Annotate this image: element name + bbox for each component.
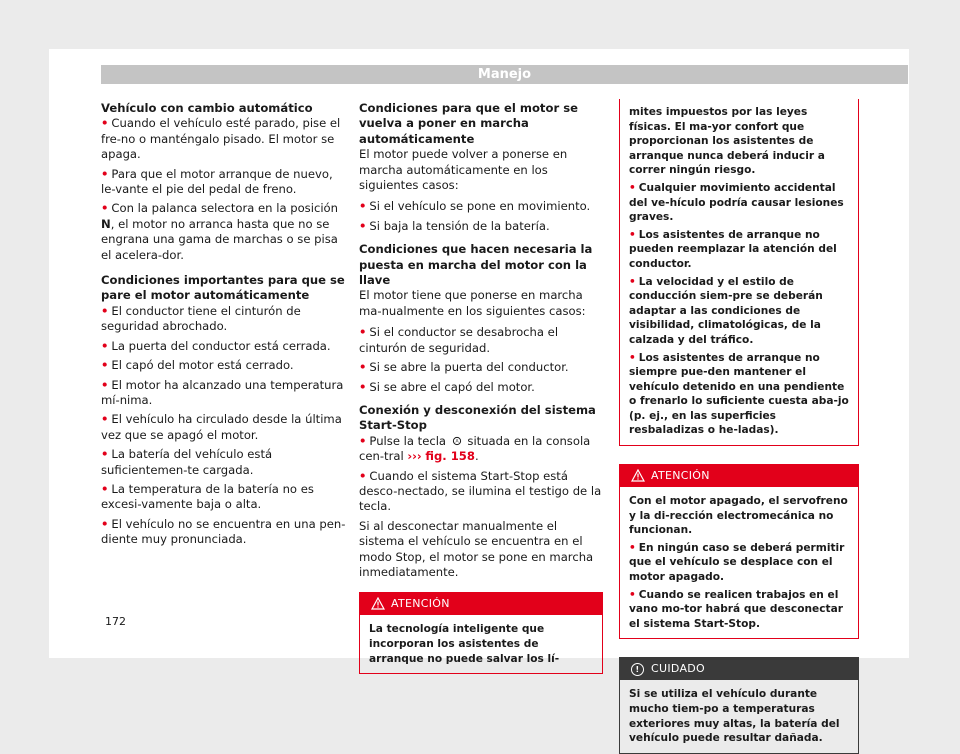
warning-triangle-icon [631, 469, 645, 482]
heading-restart-conditions: Condiciones para que el motor se vuelva a poner en marcha automáticamente [359, 101, 578, 146]
bullet-icon: • [359, 468, 367, 483]
paragraph: Si al desconectar manualmente el sistema el vehículo se encuentra en el modo Stop, el motor se pone en marcha inmediatamente. [359, 518, 594, 579]
warning-text: Con el motor apagado, el servofreno y la di-rección electromecánica no funcionan. [629, 495, 848, 537]
list-item: • El motor ha alcanzado una temperatura mí-nima. [101, 377, 344, 407]
warning-title: ATENCIÓN [651, 469, 710, 483]
warning-text: mites impuestos por las leyes físicas. El ma-yor confort que proporcionan los asistentes de arranque nunca deberá inducir a correr ningún riesgo. [629, 106, 825, 177]
bullet-icon: • [629, 228, 636, 241]
caution-box [619, 657, 859, 753]
bullet-icon: • [629, 351, 636, 364]
bullet-icon: • [359, 360, 367, 375]
warning-box [359, 592, 603, 674]
bullet-icon: • [101, 358, 109, 373]
heading-key-start: Condiciones que hacen necesaria la puesta en marcha del motor con la llave [359, 242, 593, 288]
list-item: • Si baja la tensión de la batería. [359, 218, 550, 233]
warning-title: ATENCIÓN [391, 597, 450, 611]
bullet-icon: • [359, 325, 367, 340]
list-item: • Cuando el vehículo esté parado, pise el fre-no o manténgalo pisado. El motor se apaga. [101, 116, 341, 162]
column-middle [359, 101, 603, 674]
bullet-icon: • [359, 199, 367, 214]
svg-text:A: A [455, 439, 459, 445]
caution-text: Si se utiliza el vehículo durante mucho tiem-po a temperaturas exteriores muy altas, la batería del vehículo puede resultar dañada. [629, 688, 840, 745]
bullet-icon: • [629, 181, 636, 194]
list-item: • La temperatura de la batería no es excesi-vamente baja o alta. [101, 481, 314, 512]
warning-list-item: • Cualquier movimiento accidental del ve-hículo podría causar lesiones graves. [629, 181, 844, 224]
figure-reference-link[interactable]: fig. 158 [425, 449, 475, 464]
column-right [619, 99, 859, 754]
bullet-icon: • [629, 588, 636, 601]
list-item: • Si se abre el capó del motor. [359, 379, 535, 394]
warning-header [620, 465, 858, 487]
warning-list-item: • Los asistentes de arranque no siempre pue-den mantener el vehículo detenido en una pendiente o frenarlo lo suficiente cuesta aba-jo (p. ej., en las superficies resbaladizas o he-ladas). [629, 351, 849, 437]
warning-list-item: • Los asistentes de arranque no pueden reemplazar la atención del conductor. [629, 228, 837, 270]
bullet-icon: • [101, 303, 109, 318]
page-number: 172 [105, 615, 126, 628]
list-item: • Si se abre la puerta del conductor. [359, 360, 569, 375]
warning-list-item: • En ningún caso se deberá permitir que el vehículo se desplace con el motor apagado. [629, 541, 845, 584]
caution-header [620, 658, 858, 680]
warning-continuation-box [619, 99, 859, 446]
bullet-icon: • [101, 338, 109, 353]
warning-header [360, 593, 602, 615]
list-item: • El vehículo no se encuentra en una pen-diente muy pronunciada. [101, 516, 346, 547]
warning-list-item: • Cuando se realicen trabajos en el vano mo-tor habrá que desconectar el sistema Start-Stop. [629, 588, 843, 630]
bullet-icon: • [101, 377, 109, 392]
list-item: • Si el vehículo se pone en movimiento. [359, 199, 591, 214]
bullet-icon: • [359, 379, 367, 394]
bullet-icon: • [101, 166, 109, 181]
heading-automatic-transmission: Vehículo con cambio automático [101, 101, 313, 115]
bullet-icon: • [359, 433, 367, 448]
list-item: • Cuando el sistema Start-Stop está desco-nectado, se ilumina el testigo de la tecla. [359, 468, 602, 514]
section-header: Manejo [101, 65, 908, 84]
paragraph: El motor tiene que ponerse en marcha ma-nualmente en los siguientes casos: [359, 288, 586, 318]
warning-body [360, 615, 602, 673]
bullet-icon: • [629, 275, 636, 288]
start-stop-button-icon [452, 435, 462, 446]
bullet-icon: • [101, 516, 109, 531]
warning-list-item: • La velocidad y el estilo de conducción siem-pre se deberán adaptar a las condiciones de visibilidad, climatológicas, de la calzada y del tráfico. [629, 275, 823, 346]
warning-text: La tecnología inteligente que incorporan los asistentes de arranque no puede salvar los lí- [369, 623, 560, 665]
bullet-icon: • [101, 201, 109, 216]
warning-box [619, 464, 859, 639]
bullet-icon: • [101, 412, 109, 427]
bullet-icon: • [101, 447, 109, 462]
info-circle-icon: ! [631, 663, 644, 676]
bullet-icon: • [101, 481, 109, 496]
list-item: • La puerta del conductor está cerrada. [101, 338, 331, 353]
warning-body [620, 487, 858, 638]
bullet-icon: • [101, 116, 109, 131]
caution-body [620, 680, 858, 752]
list-item: • Con la palanca selectora en la posición N, el motor no arranca hasta que no se engrana una gama de marchas o se pisa el acelera-dor. [101, 201, 338, 262]
column-left [101, 101, 347, 552]
figure-reference-arrows: ››› [407, 449, 422, 464]
manual-page [49, 49, 909, 745]
paragraph: El motor puede volver a ponerse en marcha automáticamente en los siguientes casos: [359, 147, 568, 193]
list-item: • Para que el motor arranque de nuevo, le-vante el pie del pedal de freno. [101, 166, 333, 197]
list-item: • El capó del motor está cerrado. [101, 358, 294, 373]
heading-stop-conditions: Condiciones importantes para que se pare el motor automáticamente [101, 273, 345, 303]
bullet-icon: • [359, 218, 367, 233]
list-item: • El vehículo ha circulado desde la última vez que se apagó el motor. [101, 412, 342, 442]
warning-triangle-icon [371, 597, 385, 610]
warning-continuation-body [620, 99, 858, 445]
list-item: • El conductor tiene el cinturón de seguridad abrochado. [101, 303, 301, 334]
list-item: • Si el conductor se desabrocha el cinturón de seguridad. [359, 325, 559, 355]
bullet-icon: • [629, 541, 636, 554]
heading-start-stop: Conexión y desconexión del sistema Start-Stop [359, 402, 596, 433]
list-item: • La batería del vehículo está suficientemen-te cargada. [101, 447, 273, 477]
caution-title: CUIDADO [651, 662, 706, 676]
list-item: • Pulse la tecla A situada en la consola cen-tral ››› fig. 158. [359, 433, 591, 464]
